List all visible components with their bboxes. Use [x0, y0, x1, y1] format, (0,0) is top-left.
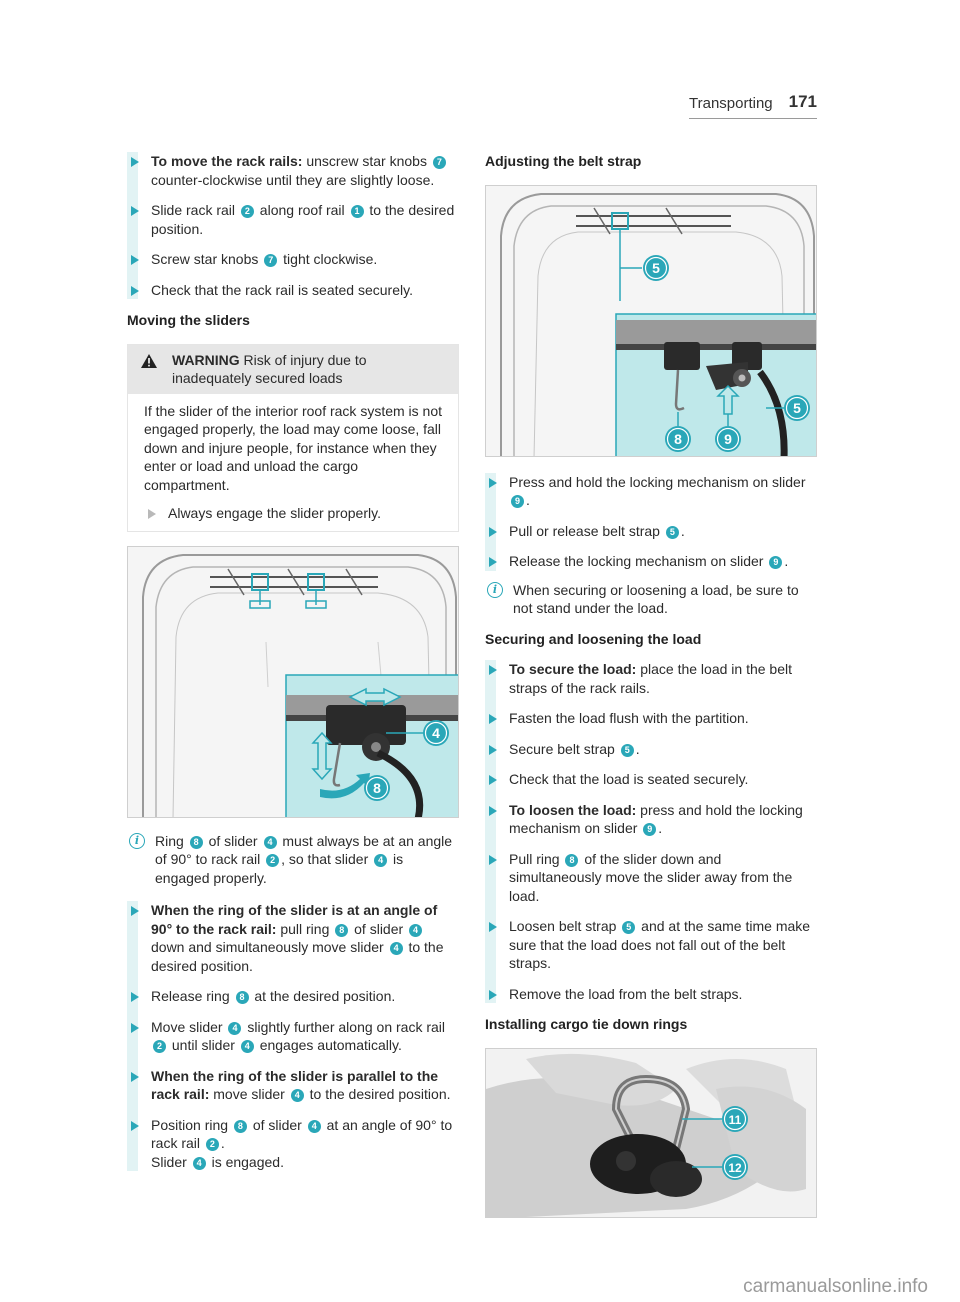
instruction-step	[485, 801, 817, 838]
step-arrow-icon	[131, 255, 139, 265]
step-text: move slider	[209, 1086, 289, 1102]
step-text: Move slider	[151, 1018, 227, 1035]
callout-number: 7	[264, 254, 277, 267]
page-number: 171	[788, 92, 817, 111]
warning-action	[144, 504, 444, 523]
callout-label: 8	[674, 430, 682, 447]
callout-label: 9	[724, 430, 732, 447]
callout-number: 4	[241, 1040, 254, 1053]
step-text: .	[220, 1135, 225, 1151]
step-text: of the slider down and simultaneously move the slider away from the load.	[509, 850, 793, 904]
warning-body	[128, 394, 458, 531]
info-note	[485, 581, 817, 618]
step-text: press and hold the locking mechanism on slider	[509, 801, 803, 836]
instruction-step	[485, 770, 817, 789]
step-text: Screw star knobs	[151, 251, 263, 267]
step-arrow-icon	[489, 990, 497, 1000]
callout-number: 4	[228, 1022, 241, 1035]
step-arrow-icon	[489, 806, 497, 816]
step-arrow-icon	[489, 714, 497, 724]
step-text: Slider	[151, 1153, 191, 1170]
slider-steps	[127, 901, 459, 1171]
callout-number: 7	[433, 156, 446, 169]
callout-number: 9	[511, 495, 524, 508]
callout-number: 4	[291, 1089, 304, 1102]
step-text: to the desired position.	[305, 1086, 451, 1102]
step-arrow-icon	[489, 478, 497, 488]
instruction-step	[127, 152, 459, 189]
tie-down-ring-illustration	[486, 1049, 817, 1218]
warning-text: If the slider of the interior roof rack system is not engaged properly, the load may come loose, fall down and injure people, for instance when they enter or load and unload the cargo compartment.	[144, 402, 443, 493]
step-arrow-icon	[489, 922, 497, 932]
step-text: Release ring	[151, 988, 234, 1004]
instruction-step	[485, 522, 817, 541]
instruction-step	[485, 473, 817, 510]
note-text: , so that slider	[281, 851, 373, 867]
warning-label: WARNING	[172, 351, 240, 368]
step-text: place the load in the belt straps of the rack rails.	[509, 661, 792, 696]
step-text: Check that the rack rail is seated securely.	[151, 281, 413, 298]
callout-number: 8	[335, 924, 348, 937]
step-arrow-icon	[131, 1072, 139, 1082]
step-text: along roof rail	[255, 202, 349, 218]
instruction-step	[485, 709, 817, 728]
instruction-step	[485, 552, 817, 571]
step-text: pull ring	[276, 920, 334, 937]
step-text: at the desired position.	[250, 988, 396, 1004]
step-text: Release the locking mechanism on slider	[509, 553, 768, 569]
step-text: .	[680, 522, 685, 539]
note-text: of slider	[204, 832, 262, 849]
callout-number: 8	[190, 836, 203, 849]
watermark: carmanualsonline.info	[743, 1275, 928, 1297]
step-text: until slider	[168, 1037, 239, 1053]
step-lead: To move the rack rails:	[151, 153, 303, 169]
step-arrow-icon	[489, 855, 497, 865]
step-text: Pull ring	[509, 850, 564, 867]
step-arrow-icon	[489, 527, 497, 537]
right-column	[485, 152, 817, 1218]
step-arrow-icon	[489, 665, 497, 675]
callout-number: 5	[666, 526, 679, 539]
callout-label: 5	[652, 259, 660, 276]
callout-number: 5	[622, 921, 635, 934]
header-divider	[689, 118, 817, 119]
callout-label: 11	[728, 1112, 742, 1127]
van-interior-illustration	[128, 547, 459, 818]
callout-number: 4	[264, 836, 277, 849]
step-text: Slide rack rail	[151, 202, 239, 218]
callout-number: 4	[193, 1157, 206, 1170]
belt-strap-steps	[485, 473, 817, 571]
instruction-step	[485, 985, 817, 1004]
step-text: Pull or release belt strap	[509, 522, 664, 539]
step-text: down and simultaneously move slider	[151, 939, 388, 955]
callout-label: 8	[373, 779, 381, 796]
step-text: Always engage the slider properly.	[168, 505, 381, 521]
step-arrow-icon	[148, 509, 156, 519]
step-text: of slider	[248, 1116, 306, 1133]
note-text: must always be at an angle of 90° to rack rail	[155, 832, 453, 867]
step-arrow-icon	[131, 286, 139, 296]
instruction-step	[127, 250, 459, 269]
callout-number: 8	[236, 991, 249, 1004]
callout-number: 4	[308, 1120, 321, 1133]
step-arrow-icon	[131, 906, 139, 916]
step-lead: When the ring of the slider is parallel to the rack rail:	[151, 1067, 439, 1102]
step-text: .	[526, 492, 530, 508]
step-arrow-icon	[489, 775, 497, 785]
callout-number: 4	[390, 942, 403, 955]
instruction-step	[127, 987, 459, 1006]
rack-rail-steps	[127, 152, 459, 299]
step-text: .	[658, 820, 663, 836]
callout-number: 9	[643, 823, 656, 836]
callout-number: 1	[351, 205, 364, 218]
step-text: Check that the load is seated securely.	[509, 771, 749, 787]
step-arrow-icon	[131, 206, 139, 216]
slider-figure	[127, 546, 459, 818]
callout-number: 2	[241, 205, 254, 218]
load-steps	[485, 660, 817, 1003]
step-arrow-icon	[489, 745, 497, 755]
callout-label: 5	[793, 399, 801, 416]
info-note	[127, 832, 459, 888]
info-icon: i	[487, 582, 503, 598]
note-text: is engaged properly.	[155, 851, 404, 886]
note-text: Ring	[155, 832, 188, 849]
step-arrow-icon	[131, 1023, 139, 1033]
step-text: counter-clockwise until they are slightly loose.	[151, 171, 435, 188]
step-text: to the desired position.	[151, 939, 444, 974]
callout-label: 4	[432, 724, 440, 741]
step-arrow-icon	[131, 1121, 139, 1131]
step-text: Press and hold the locking mechanism on slider	[509, 473, 806, 490]
instruction-step	[127, 1067, 459, 1104]
instruction-step	[127, 1116, 459, 1172]
left-column	[127, 152, 459, 1171]
info-icon: i	[129, 833, 145, 849]
instruction-step	[485, 660, 817, 697]
step-lead: To loosen the load:	[509, 801, 637, 818]
warning-title: Risk of injury due to inadequately secured loads	[172, 351, 367, 386]
callout-number: 8	[565, 854, 578, 867]
step-text: at an angle of 90° to rack rail	[151, 1116, 453, 1151]
callout-number: 4	[374, 854, 387, 867]
page-header	[689, 92, 817, 117]
callout-label: 12	[728, 1160, 742, 1175]
note-text: When securing or loosening a load, be sure to not stand under the load.	[513, 581, 799, 616]
step-text: Remove the load from the belt straps.	[509, 985, 743, 1002]
warning-box	[127, 344, 459, 532]
step-text: slightly further along on rack rail	[243, 1018, 446, 1035]
section-heading: Securing and loosening the load	[485, 630, 702, 647]
callout-number: 2	[206, 1138, 219, 1151]
belt-strap-illustration	[486, 186, 817, 457]
callout-number: 2	[266, 854, 279, 867]
step-text: of slider	[350, 920, 408, 937]
step-arrow-icon	[489, 557, 497, 567]
callout-number: 5	[621, 744, 634, 757]
warning-header	[128, 345, 458, 394]
step-text: is engaged.	[207, 1153, 284, 1170]
section-title: Transporting	[689, 95, 773, 112]
step-lead: To secure the load:	[509, 661, 637, 677]
step-text: engages automatically.	[255, 1037, 402, 1053]
instruction-step	[127, 281, 459, 300]
section-heading: Moving the sliders	[127, 312, 250, 328]
instruction-step	[127, 901, 459, 975]
callout-number: 9	[769, 556, 782, 569]
section-heading: Adjusting the belt strap	[485, 153, 642, 169]
instruction-step	[127, 1018, 459, 1055]
section-heading: Installing cargo tie down rings	[485, 1016, 688, 1032]
callout-number: 2	[153, 1040, 166, 1053]
instruction-step	[127, 201, 459, 238]
step-text: Position ring	[151, 1116, 232, 1133]
step-text: tight clockwise.	[279, 251, 378, 267]
step-text: Fasten the load flush with the partition.	[509, 710, 749, 726]
step-text: to the desired position.	[151, 202, 455, 237]
warning-triangle-icon	[140, 353, 158, 369]
step-lead: When the ring of the slider is at an angle of 90° to the rack rail:	[151, 902, 438, 937]
callout-number: 8	[234, 1120, 247, 1133]
tie-down-ring-figure	[485, 1048, 817, 1218]
callout-number: 4	[409, 924, 422, 937]
instruction-step	[485, 850, 817, 906]
step-arrow-icon	[131, 157, 139, 167]
step-text: and at the same time make sure that the load does not fall out of the belt straps.	[509, 918, 811, 971]
step-text: unscrew star knobs	[302, 153, 431, 169]
belt-strap-figure	[485, 185, 817, 457]
instruction-step	[485, 740, 817, 759]
step-text: Secure belt strap	[509, 740, 619, 757]
step-text: Loosen belt strap	[509, 918, 621, 934]
step-text: .	[635, 740, 640, 757]
instruction-step	[485, 917, 817, 973]
step-text: .	[784, 553, 789, 569]
step-arrow-icon	[131, 992, 139, 1002]
